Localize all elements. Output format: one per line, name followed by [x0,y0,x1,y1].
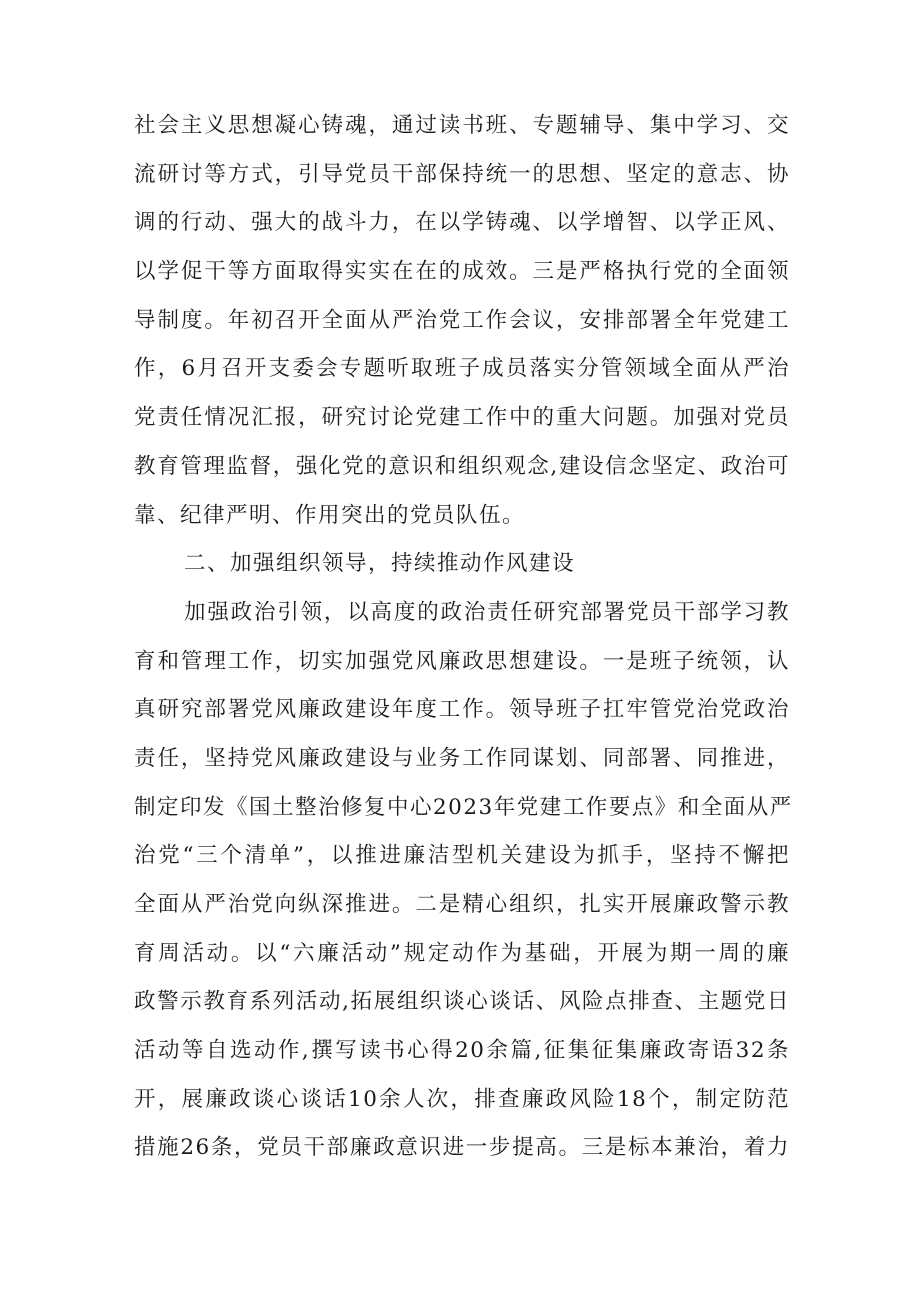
paragraph-line: 调的行动、强大的战斗力，在以学铸魂、以学增智、以学正风、 [134,210,790,236]
paragraph-line: 育周活动。以“六廉活动”规定动作为基础，开展为期一周的廉 [134,940,790,966]
paragraph-line: 活动等自选动作,撰写读书心得20余篇,征集征集廉政寄语32条 [134,1038,790,1064]
paragraph-line: 制定印发《国土整治修复中心2023年党建工作要点》和全面从严 [134,794,793,820]
paragraph-line: 靠、纪律严明、作用突出的党员队伍。 [134,502,526,528]
paragraph-line: 导制度。年初召开全面从严治党工作会议，安排部署全年党建工 [134,307,790,333]
paragraph-line: 责任，坚持党风廉政建设与业务工作同谋划、同部署、同推进， [134,745,790,771]
paragraph-line: 教育管理监督，强化党的意识和组织观念,建设信念坚定、政治可 [134,453,790,479]
paragraph-line: 流研讨等方式，引导党员干部保持统一的思想、坚定的意志、协 [134,161,790,187]
paragraph-line: 政警示教育系列活动,拓展组织谈心谈话、风险点排查、主题党日 [134,989,790,1015]
document-body [134,102,793,1173]
paragraph-line: 以学促干等方面取得实实在在的成效。三是严格执行党的全面领 [134,259,790,285]
paragraph-line: 真研究部署党风廉政建设年度工作。领导班子扛牢管党治党政治 [134,697,790,723]
paragraph-2 [134,589,793,1173]
paragraph-line: 党责任情况汇报，研究讨论党建工作中的重大问题。加强对党员 [134,405,790,431]
paragraph-line: 治党“三个清单”，以推进廉洁型机关建设为抓手，坚持不懈把 [134,843,790,869]
paragraph-1 [134,102,790,540]
paragraph-line: 社会主义思想凝心铸魂，通过读书班、专题辅导、集中学习、交 [134,113,790,138]
section-heading: 二、加强组织领导，持续推动作风建设 [184,551,576,577]
paragraph-line: 全面从严治党向纵深推进。二是精心组织，扎实开展廉政警示教 [134,892,790,917]
paragraph-line: 加强政治引领，以高度的政治责任研究部署党员干部学习教 [184,599,790,625]
paragraph-line: 措施26条，党员干部廉政意识进一步提高。三是标本兼治，着力 [134,1135,790,1161]
paragraph-line: 开，展廉政谈心谈话10余人次，排查廉政风险18个，制定防范 [134,1086,790,1112]
paragraph-line: 育和管理工作，切实加强党风廉政思想建设。一是班子统领，认 [134,648,790,674]
paragraph-line: 作，6月召开支委会专题听取班子成员落实分管领域全面从严治 [134,356,790,382]
